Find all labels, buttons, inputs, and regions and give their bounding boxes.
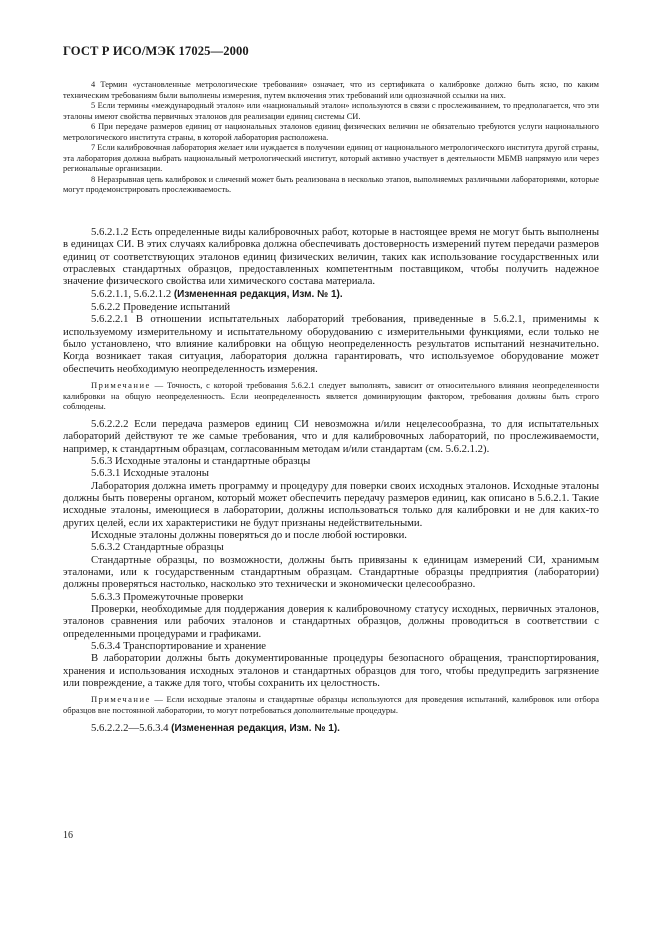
heading-5-6-3-1: 5.6.3.1 Исходные эталоны [91,467,209,480]
note-1-label: Примечание [91,380,151,391]
notes-block [63,80,599,196]
amendment-text-1: (Измененная редакция, Изм. № 1). [173,288,343,300]
amendment-ref-2: 5.6.2.2.2—5.6.3.4 [91,721,169,734]
note-8: 8 Неразрывная цепь калибровок и сличений может быть реализована в несколько этапов, выполняемых различными лабораториями, которые могут продемонстрировать прослеживаемость. [63,174,599,195]
clause-5-6-3-2: Стандартные образцы, по возможности, должны быть привязаны к единицам измерений СИ, хранимым эталонами, или к государственным стандартным образцам. Стандартные образцы предприятия (лаборатории) должны проверяться настолько, насколько это технически и экономически целесообразно. [63,553,599,591]
clause-5-6-2-1-2: 5.6.2.1.2 Есть определенные виды калибровочных работ, которые в настоящее время не могут быть выполнены в единицах СИ. В этих случаях калибровка должна обеспечивать достоверность измерений путем передачи размеров единиц от соответствующих эталонов единиц физических величин, таких как использование государственных или отраслевых стандартных образцов, предоставленных компетентным поставщиком, чтобы получить надежное значение физического свойства или химического состава материала. [63,226,599,288]
note-1 [63,380,599,412]
note-1-text: — Точность, с которой требования 5.6.2.1 следует выполнять, зависит от относительного влияния неопределенности калибровки на общую неопределенность. Если неопределенность является доминирующим фактором, требования должны быть строго соблюдены. [63,380,599,412]
note-2-label: Примечание [91,694,151,705]
heading-5-6-3-4: 5.6.3.4 Транспортирование и хранение [91,640,267,653]
note-4: 4 Термин «установленные метрологические требования» означает, что из сертификата о калибровке должно быть ясно, по каким техническим требованиям были выполнены измерения, путем включения этих требований или однозначной ссылки на них. [63,80,599,100]
page-number: 16 [63,830,73,841]
note-2 [63,694,599,715]
note-7: 7 Если калибровочная лаборатория желает или нуждается в получении единиц от национального метрологического института другой страны, эта лаборатория должна выбрать национальный метрологический институт, который активно участвует в деятельности МБМВ напрямую или через региональные организации. [63,143,599,174]
note-6: 6 При передаче размеров единиц от национальных эталонов единиц физических величин не обязательно требуются услуги национального метрологического института страны, в которой лаборатория расположена. [63,122,599,142]
note-5: 5 Если термины «международный эталон» или «национальный эталон» используются в связи с прослеживанием, то предполагается, что эти эталоны имеют свойства первичных эталонов для реализации единиц системы СИ. [63,101,599,121]
clause-5-6-3-1-a: Лаборатория должна иметь программу и процедуру для поверки своих исходных эталонов. Исходные эталоны должны быть поверены органом, который может обеспечить передачу размеров единиц, как описано в 5.6.2.1. Такие исходные эталоны, имеющиеся в лаборатории, должны использоваться только для калибровки и не для каких-то других целей, если их характеристики не будут признаны недействительными. [63,479,599,529]
amendment-text-2: (Измененная редакция, Изм. № 1). [171,722,340,734]
clause-5-6-2-2-1: 5.6.2.2.1 В отношении испытательных лабораторий требования, приведенные в 5.6.2.1, применимы к используемому измерительному и испытательному оборудованию с измерительными функциями, если только не было установлено, что влияние калибровки на общую неопределенность результатов испытаний незначительно. Когда возникает такая ситуация, лаборатория должна гарантировать, что используемое оборудование может обеспечить необходимую неопределенность измерения. [63,313,599,375]
heading-5-6-3: 5.6.3 Исходные эталоны и стандартные образцы [91,454,311,467]
note-2-text: — Если исходные эталоны и стандартные образцы используются для проведения испытаний, калибровок или отбора образцов вне постоянной лаборатории, то могут потребоваться дополнительные процедуры. [63,694,599,716]
amendment-note-1 [63,288,599,301]
amendment-note-2 [63,722,599,735]
heading-5-6-2-2: 5.6.2.2 Проведение испытаний [91,301,231,314]
main-text [63,226,599,735]
document-header: ГОСТ Р ИСО/МЭК 17025—2000 [63,44,249,58]
clause-5-6-3-4: В лаборатории должны быть документированные процедуры безопасного обращения, транспортирования, хранения и использования исходных эталонов и стандартных образцов для того, чтобы предупредить загрязнение или повреждение, а также для того, чтобы сохранить их целостность. [63,652,599,690]
clause-5-6-2-2-2: 5.6.2.2.2 Если передача размеров единиц СИ невозможна и/или нецелесообразна, то для испытательных лабораторий действуют те же самые требования, что и для калибровочных лабораторий, по прослеживаемости, например, к стандартным образцам, согласованным методам и/или стандартам (см. 5.6.2.1.2). [63,417,599,455]
heading-5-6-3-2: 5.6.3.2 Стандартные образцы [91,541,224,554]
amendment-ref-1: 5.6.2.1.1, 5.6.2.1.2 [91,287,172,300]
clause-5-6-3-3: Проверки, необходимые для поддержания доверия к калибровочному статусу исходных, первичных эталонов, эталонов сравнения или рабочих эталонов и стандартных образцов, должны проводиться в соответствии с определенными процедурами и графиками. [63,603,599,640]
clause-5-6-3-1-b: Исходные эталоны должны поверяться до и после любой юстировки. [91,529,407,541]
heading-5-6-3-3: 5.6.3.3 Промежуточные проверки [91,590,244,603]
